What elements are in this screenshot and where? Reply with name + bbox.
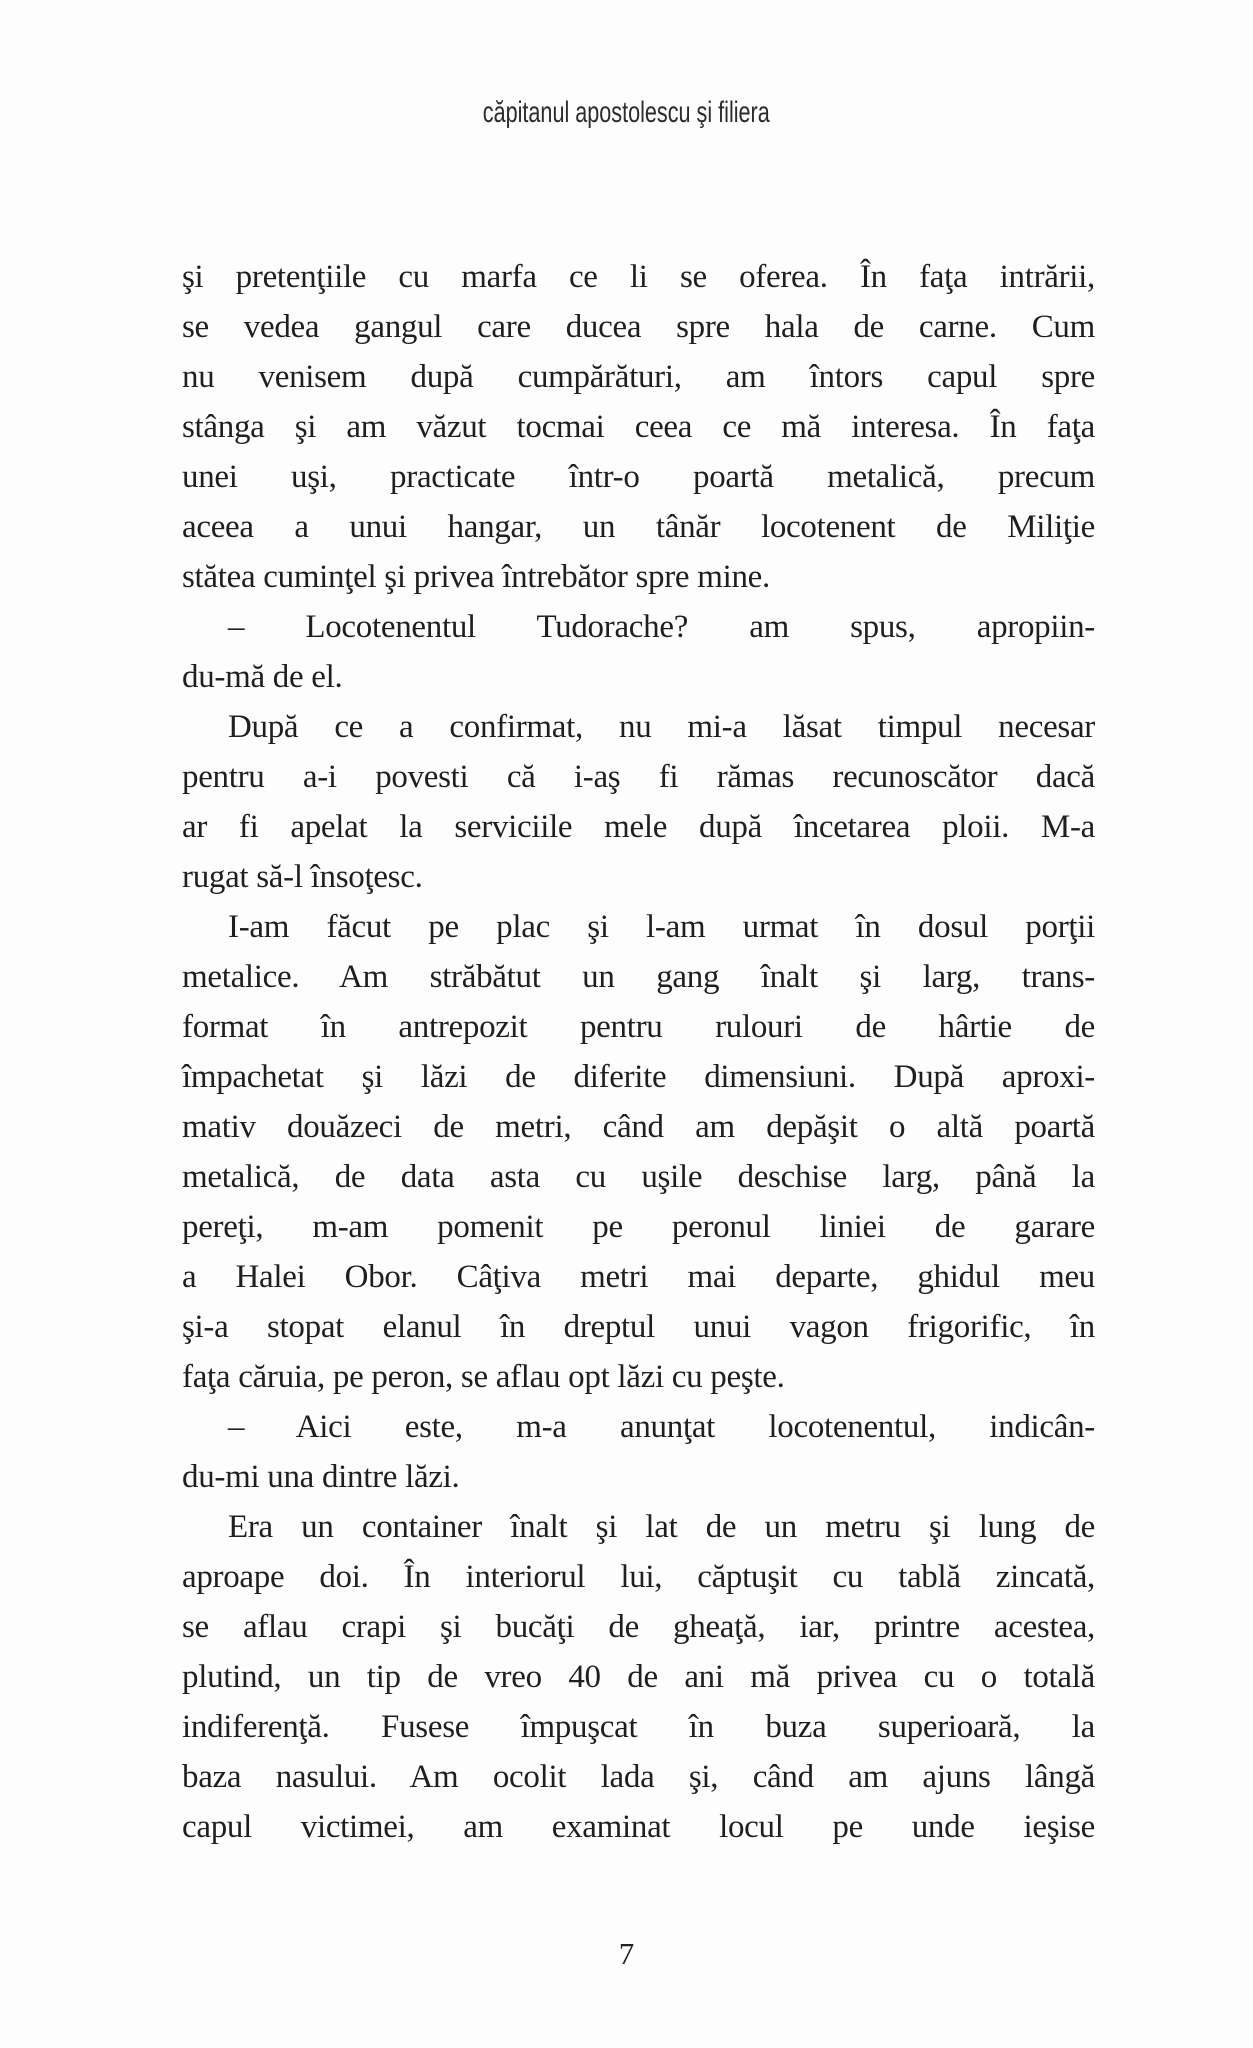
text-line: pereţi, m-am pomenit pe peronul liniei de garare [182,1209,1095,1245]
text-line: – Locotenentul Tudorache? am spus, apropiin- [228,609,1095,645]
text-line: du-mi una dintre lăzi. [182,1459,460,1495]
text-line: După ce a confirmat, nu mi-a lăsat timpul necesar [228,709,1095,745]
text-line: rugat să-l însoţesc. [182,859,423,895]
text-line: – Aici este, m-a anunţat locotenentul, indicân- [228,1409,1095,1445]
page-number: 7 [618,1936,635,1971]
text-line: împachetat şi lăzi de diferite dimensiuni. După aproxi- [182,1059,1095,1095]
text-line: se aflau crapi şi bucăţi de gheaţă, iar, printre acestea, [182,1609,1095,1645]
paragraph [182,702,1095,902]
text-line: se vedea gangul care ducea spre hala de carne. Cum [182,309,1095,345]
text-line: metalică, de data asta cu uşile deschise larg, până la [182,1159,1095,1195]
running-header-text: căpitanul apostolescu şi filiera [483,96,770,129]
text-line: format în antrepozit pentru rulouri de hârtie de [182,1009,1095,1045]
text-line: plutind, un tip de vreo 40 de ani mă privea cu o totală [182,1659,1095,1695]
text-line: nu venisem după cumpărături, am întors capul spre [182,359,1095,395]
text-line: Era un container înalt şi lat de un metru şi lung de [228,1509,1095,1545]
text-line: capul victimei, am examinat locul pe unde ieşise [182,1809,1095,1845]
text-line: şi pretenţiile cu marfa ce li se oferea. În faţa intrării, [182,259,1095,295]
text-line: baza nasului. Am ocolit lada şi, când am ajuns lângă [182,1759,1095,1795]
text-line: aceea a unui hangar, un tânăr locotenent de Miliţie [182,509,1095,545]
text-line: aproape doi. În interiorul lui, căptuşit cu tablă zincată, [182,1559,1095,1595]
paragraph [182,1402,1095,1502]
text-line: metalice. Am străbătut un gang înalt şi larg, trans- [182,959,1095,995]
text-line: I-am făcut pe plac şi l-am urmat în dosul porţii [228,909,1095,945]
paragraph [182,602,1095,702]
text-line: a Halei Obor. Câţiva metri mai departe, ghidul meu [182,1259,1095,1295]
paragraph [182,902,1095,1402]
text-line: unei uşi, practicate într-o poartă metalică, precum [182,459,1095,495]
text-line: pentru a-i povesti că i-aş fi rămas recunoscător dacă [182,759,1095,795]
page-body [182,252,1095,1852]
text-line: ar fi apelat la serviciile mele după încetarea ploii. M-a [182,809,1095,845]
text-line: indiferenţă. Fusese împuşcat în buza superioară, la [182,1709,1095,1745]
text-line: şi-a stopat elanul în dreptul unui vagon frigorific, în [182,1309,1095,1345]
text-line: faţa căruia, pe peron, se aflau opt lăzi cu peşte. [182,1359,785,1395]
paragraph [182,252,1095,602]
paragraph [182,1502,1095,1852]
text-line: stânga şi am văzut tocmai ceea ce mă interesa. În faţa [182,409,1095,445]
text-line: stătea cuminţel şi privea întrebător spre mine. [182,559,770,595]
running-header [0,96,1253,130]
text-line: mativ douăzeci de metri, când am depăşit o altă poartă [182,1109,1095,1145]
text-line: du-mă de el. [182,659,343,695]
